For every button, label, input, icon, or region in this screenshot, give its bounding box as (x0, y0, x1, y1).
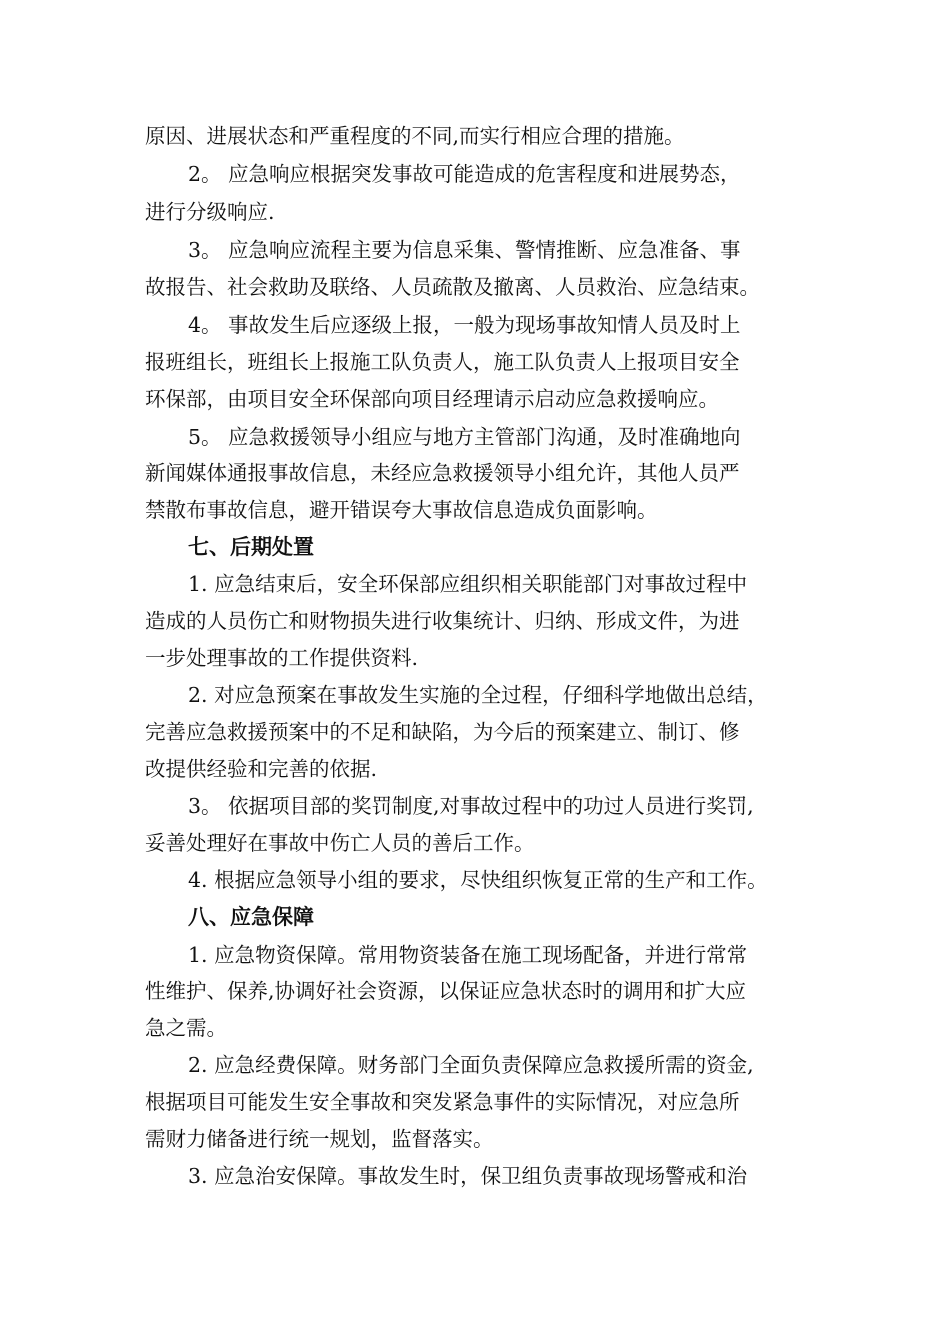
s7-item-3-line-1: 3。 依据项目部的奖罚制度,对事故过程中的功过人员进行奖罚, (188, 794, 754, 818)
s8-item-1-line-3: 急之需。 (145, 1016, 227, 1040)
paragraph-2-line-2: 进行分级响应. (145, 200, 275, 224)
paragraph-5-line-3: 禁散布事故信息，避开错误夸大事故信息造成负面影响。 (145, 498, 658, 522)
s7-item-3-line-2: 妥善处理好在事故中伤亡人员的善后工作。 (145, 831, 535, 855)
s8-item-2-line-2: 根据项目可能发生安全事故和突发紧急事件的实际情况，对应急所 (145, 1090, 740, 1114)
section-heading-8: 八、应急保障 (188, 905, 314, 929)
s7-item-1-line-2: 造成的人员伤亡和财物损失进行收集统计、归纳、形成文件，为进 (145, 609, 740, 633)
s7-item-1-line-1: 1. 应急结束后，安全环保部应组织相关职能部门对事故过程中 (188, 572, 748, 596)
paragraph-2-line-1: 2。 应急响应根据突发事故可能造成的危害程度和进展势态， (188, 162, 741, 186)
s8-item-2-line-3: 需财力储备进行统一规划，监督落实。 (145, 1127, 494, 1151)
s7-item-2-line-1: 2. 对应急预案在事故发生实施的全过程，仔细科学地做出总结， (188, 683, 768, 707)
paragraph-4-line-3: 环保部，由项目安全环保部向项目经理请示启动应急救援响应。 (145, 387, 719, 411)
text-line: 原因、进展状态和严重程度的不同,而实行相应合理的措施。 (145, 124, 685, 148)
s8-item-2-line-1: 2. 应急经费保障。财务部门全面负责保障应急救援所需的资金, (188, 1053, 754, 1077)
s7-item-2-line-3: 改提供经验和完善的依据. (145, 757, 378, 781)
paragraph-5-line-1: 5。 应急救援领导小组应与地方主管部门沟通，及时准确地向 (188, 425, 741, 449)
s8-item-3-line-1: 3. 应急治安保障。事故发生时，保卫组负责事故现场警戒和治 (188, 1164, 748, 1188)
paragraph-3-line-1: 3。 应急响应流程主要为信息采集、警情推断、应急准备、事 (188, 238, 741, 262)
s8-item-1-line-1: 1. 应急物资保障。常用物资装备在施工现场配备，并进行常常 (188, 943, 748, 967)
paragraph-4-line-1: 4。 事故发生后应逐级上报，一般为现场事故知情人员及时上 (188, 313, 741, 337)
paragraph-3-line-2: 故报告、社会救助及联络、人员疏散及撤离、人员救治、应急结束。 (145, 275, 760, 299)
s7-item-2-line-2: 完善应急救援预案中的不足和缺陷，为今后的预案建立、制订、修 (145, 720, 740, 744)
paragraph-4-line-2: 报班组长，班组长上报施工队负责人，施工队负责人上报项目安全 (145, 350, 740, 374)
section-heading-7: 七、后期处置 (188, 535, 314, 559)
s8-item-1-line-2: 性维护、保养,协调好社会资源，以保证应急状态时的调用和扩大应 (145, 979, 747, 1003)
paragraph-5-line-2: 新闻媒体通报事故信息，未经应急救援领导小组允许，其他人员严 (145, 461, 740, 485)
s7-item-1-line-3: 一步处理事故的工作提供资料. (145, 646, 419, 670)
s7-item-4-line-1: 4. 根据应急领导小组的要求，尽快组织恢复正常的生产和工作。 (188, 868, 768, 892)
